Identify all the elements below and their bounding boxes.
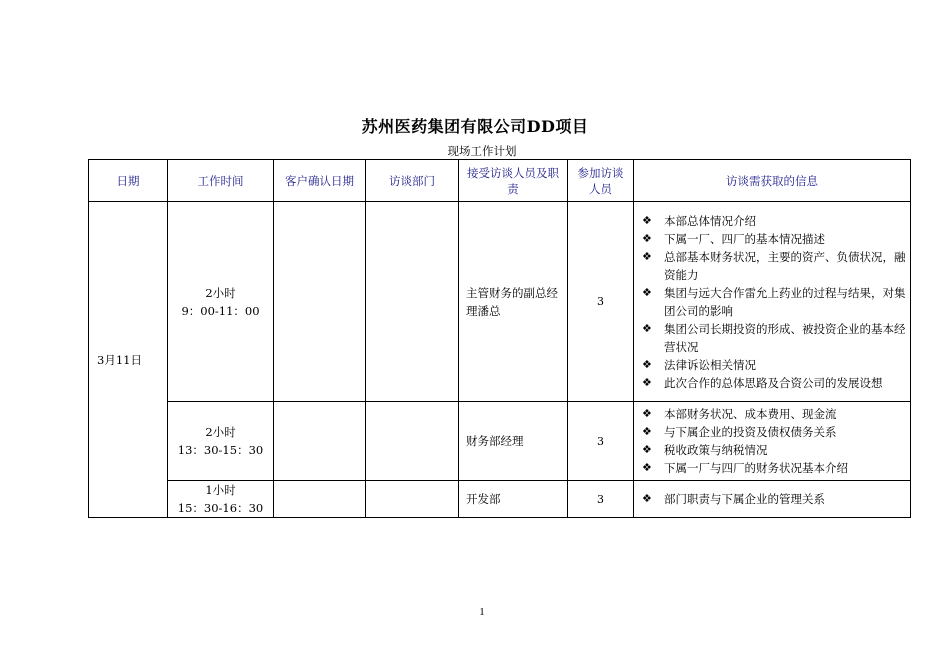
list-item: [640, 423, 906, 441]
participants-cell: 3: [568, 481, 634, 518]
list-item: [640, 248, 906, 284]
diamond-bullet-icon: ❖: [642, 425, 652, 438]
dept-cell: [366, 202, 459, 402]
list-item: [640, 230, 906, 248]
diamond-bullet-icon: ❖: [642, 357, 652, 371]
interviewee-cell: 主管财务的副总经理潘总: [459, 202, 568, 402]
page-number: 1: [479, 606, 485, 618]
list-item-text: 下属一厂与四厂的财务状况基本介绍: [664, 461, 848, 475]
header-time: 工作时间: [168, 160, 274, 202]
header-interviewee: 接受访谈人员及职责: [459, 160, 568, 202]
interviewee-cell: 财务部经理: [459, 402, 568, 481]
list-item-text: 法律诉讼相关情况: [664, 357, 756, 372]
info-list: [634, 210, 910, 394]
list-item-text: 此次合作的总体思路及合资公司的发展设想: [664, 375, 883, 390]
list-item: [640, 405, 906, 423]
diamond-bullet-icon: ❖: [642, 375, 652, 389]
dept-cell: [366, 402, 459, 481]
duration-text: 2小时: [205, 425, 236, 439]
list-item-text: 下属一厂、四厂的基本情况描述: [664, 231, 825, 246]
document-title: 苏州医药集团有限公司DD项目: [361, 117, 589, 136]
time-range-text: 9：00-11：00: [181, 303, 260, 318]
header-dept: 访谈部门: [366, 160, 459, 202]
list-item: [640, 441, 906, 459]
client-confirm-cell: [274, 202, 366, 402]
document-subtitle: 现场工作计划: [447, 146, 517, 158]
list-item: [640, 284, 906, 320]
duration-text: 2小时: [205, 285, 236, 300]
header-date: 日期: [89, 160, 168, 202]
list-item: [640, 212, 906, 230]
list-item: [640, 490, 906, 508]
date-cell: 3月11日: [89, 202, 168, 518]
list-item-text: 本部总体情况介绍: [664, 213, 756, 228]
work-plan-table: [88, 159, 911, 518]
info-list: [634, 488, 910, 510]
diamond-bullet-icon: ❖: [642, 321, 652, 335]
header-info: 访谈需获取的信息: [634, 160, 911, 202]
time-range-text: 15：30-16：30: [177, 501, 264, 515]
list-item: [640, 356, 906, 374]
dept-cell: [366, 481, 459, 518]
diamond-bullet-icon: ❖: [642, 443, 652, 456]
table-row: [89, 481, 911, 518]
list-item: [640, 374, 906, 392]
header-participants: 参加访谈人员: [568, 160, 634, 202]
list-item-text: 集团与远大合作雷允上药业的过程与结果，对集团公司的影响: [664, 285, 906, 318]
participants-cell: 3: [568, 402, 634, 481]
client-confirm-cell: [274, 481, 366, 518]
participants-cell: 3: [568, 202, 634, 402]
time-cell: [168, 202, 274, 402]
list-item-text: 总部基本财务状况，主要的资产、负债状况，融资能力: [664, 249, 906, 282]
diamond-bullet-icon: ❖: [642, 461, 652, 474]
diamond-bullet-icon: ❖: [642, 285, 652, 299]
list-item-text: 集团公司长期投资的形成、被投资企业的基本经营状况: [664, 321, 906, 354]
time-range-text: 13：30-15：30: [177, 443, 264, 457]
client-confirm-cell: [274, 402, 366, 481]
list-item-text: 与下属企业的投资及债权债务关系: [664, 425, 837, 439]
list-item: [640, 459, 906, 477]
interviewee-cell: 开发部: [459, 481, 568, 518]
diamond-bullet-icon: ❖: [642, 249, 652, 263]
list-item: [640, 320, 906, 356]
diamond-bullet-icon: ❖: [642, 407, 652, 420]
list-item-text: 部门职责与下属企业的管理关系: [664, 492, 825, 506]
diamond-bullet-icon: ❖: [642, 492, 652, 505]
diamond-bullet-icon: ❖: [642, 231, 652, 245]
time-cell: [168, 481, 274, 518]
table-header-row: [89, 160, 911, 202]
header-client-confirm: 客户确认日期: [274, 160, 366, 202]
table-row: [89, 402, 911, 481]
table-row: [89, 202, 911, 402]
info-cell: [634, 402, 911, 481]
info-list: [634, 403, 910, 479]
list-item-text: 税收政策与纳税情况: [664, 443, 768, 457]
list-item-text: 本部财务状况、成本费用、现金流: [664, 407, 837, 421]
diamond-bullet-icon: ❖: [642, 213, 652, 227]
info-cell: [634, 481, 911, 518]
time-cell: [168, 402, 274, 481]
duration-text: 1小时: [205, 483, 236, 497]
info-cell: [634, 202, 911, 402]
